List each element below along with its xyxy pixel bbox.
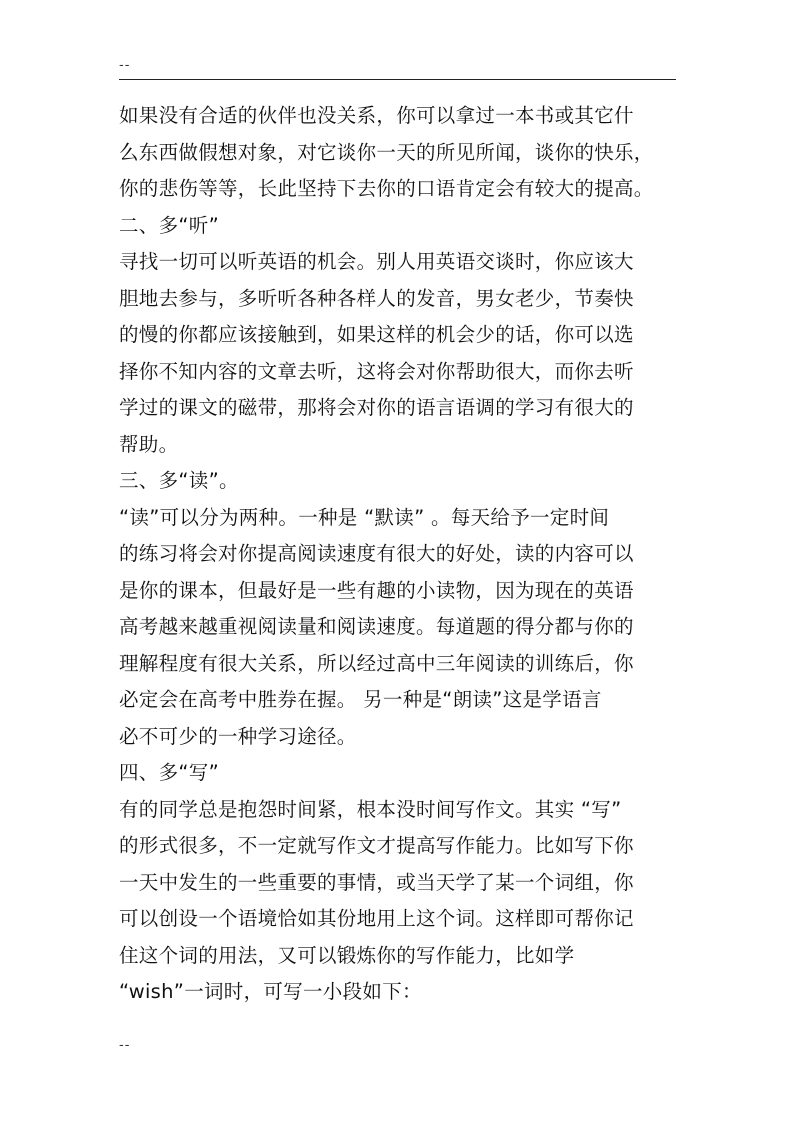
section-heading-listen: 二、多“听” <box>119 213 220 237</box>
text-line: 必不可少的一种学习途径。 <box>119 724 357 748</box>
document-body <box>119 98 679 1011</box>
text-line: 是你的课本，但最好是一些有趣的小读物，因为现在的英语 <box>119 578 634 602</box>
text-line: 的形式很多，不一定就写作文才提高写作能力。比如写下你 <box>119 834 634 857</box>
section-heading-read: 三、多“读”。 <box>119 469 239 492</box>
text-line: 寻找一切可以听英语的机会。别人用英语交谈时，你应该大 <box>119 250 634 273</box>
text-line: 择你不知内容的文章去听，这将会对你帮助很大，而你去听 <box>119 359 634 383</box>
text-line: “wish”一词时，可写一小段如下： <box>119 980 422 1003</box>
text-line: 理解程度有很大关系，所以经过高中三年阅读的训练后，你 <box>119 651 634 675</box>
text-line: 一天中发生的一些重要的事情，或当天学了某一个词组，你 <box>119 870 634 894</box>
page-header-mark: -- <box>119 58 131 73</box>
text-line: 如果没有合适的伙伴也没关系，你可以拿过一本书或其它什 <box>119 104 634 127</box>
text-line: 有的同学总是抱怨时间紧，根本没时间写作文。其实 “写” <box>119 797 622 821</box>
page-footer-mark: -- <box>119 1038 131 1053</box>
text-line: “读”可以分为两种。一种是 “默读” 。每天给予一定时间 <box>119 505 610 529</box>
section-heading-write: 四、多“写” <box>119 761 220 784</box>
text-line: 胆地去参与，多听听各种各样人的发音，男女老少，节奏快 <box>119 286 634 310</box>
header-divider <box>119 79 676 80</box>
text-line: 高考越来越重视阅读量和阅读速度。每道题的得分都与你的 <box>119 615 634 638</box>
text-line: 帮助。 <box>119 432 179 456</box>
text-line: 的练习将会对你提高阅读速度有很大的好处，读的内容可以 <box>119 542 634 565</box>
text-line: 住这个词的用法，又可以锻炼你的写作能力，比如学 <box>119 943 575 967</box>
text-line: 可以创设一个语境恰如其份地用上这个词。这样即可帮你记 <box>119 907 634 930</box>
text-line: 么东西做假想对象，对它谈你一天的所见所闻，谈你的快乐， <box>119 140 654 164</box>
text-line: 必定会在高考中胜券在握。 另一种是“朗读”这是学语言 <box>119 688 602 711</box>
text-line: 的慢的你都应该接触到，如果这样的机会少的话，你可以选 <box>119 323 634 346</box>
text-line: 你的悲伤等等，长此坚持下去你的口语肯定会有较大的提高。 <box>119 177 654 200</box>
text-line: 学过的课文的磁带，那将会对你的语言语调的学习有很大的 <box>119 396 634 419</box>
